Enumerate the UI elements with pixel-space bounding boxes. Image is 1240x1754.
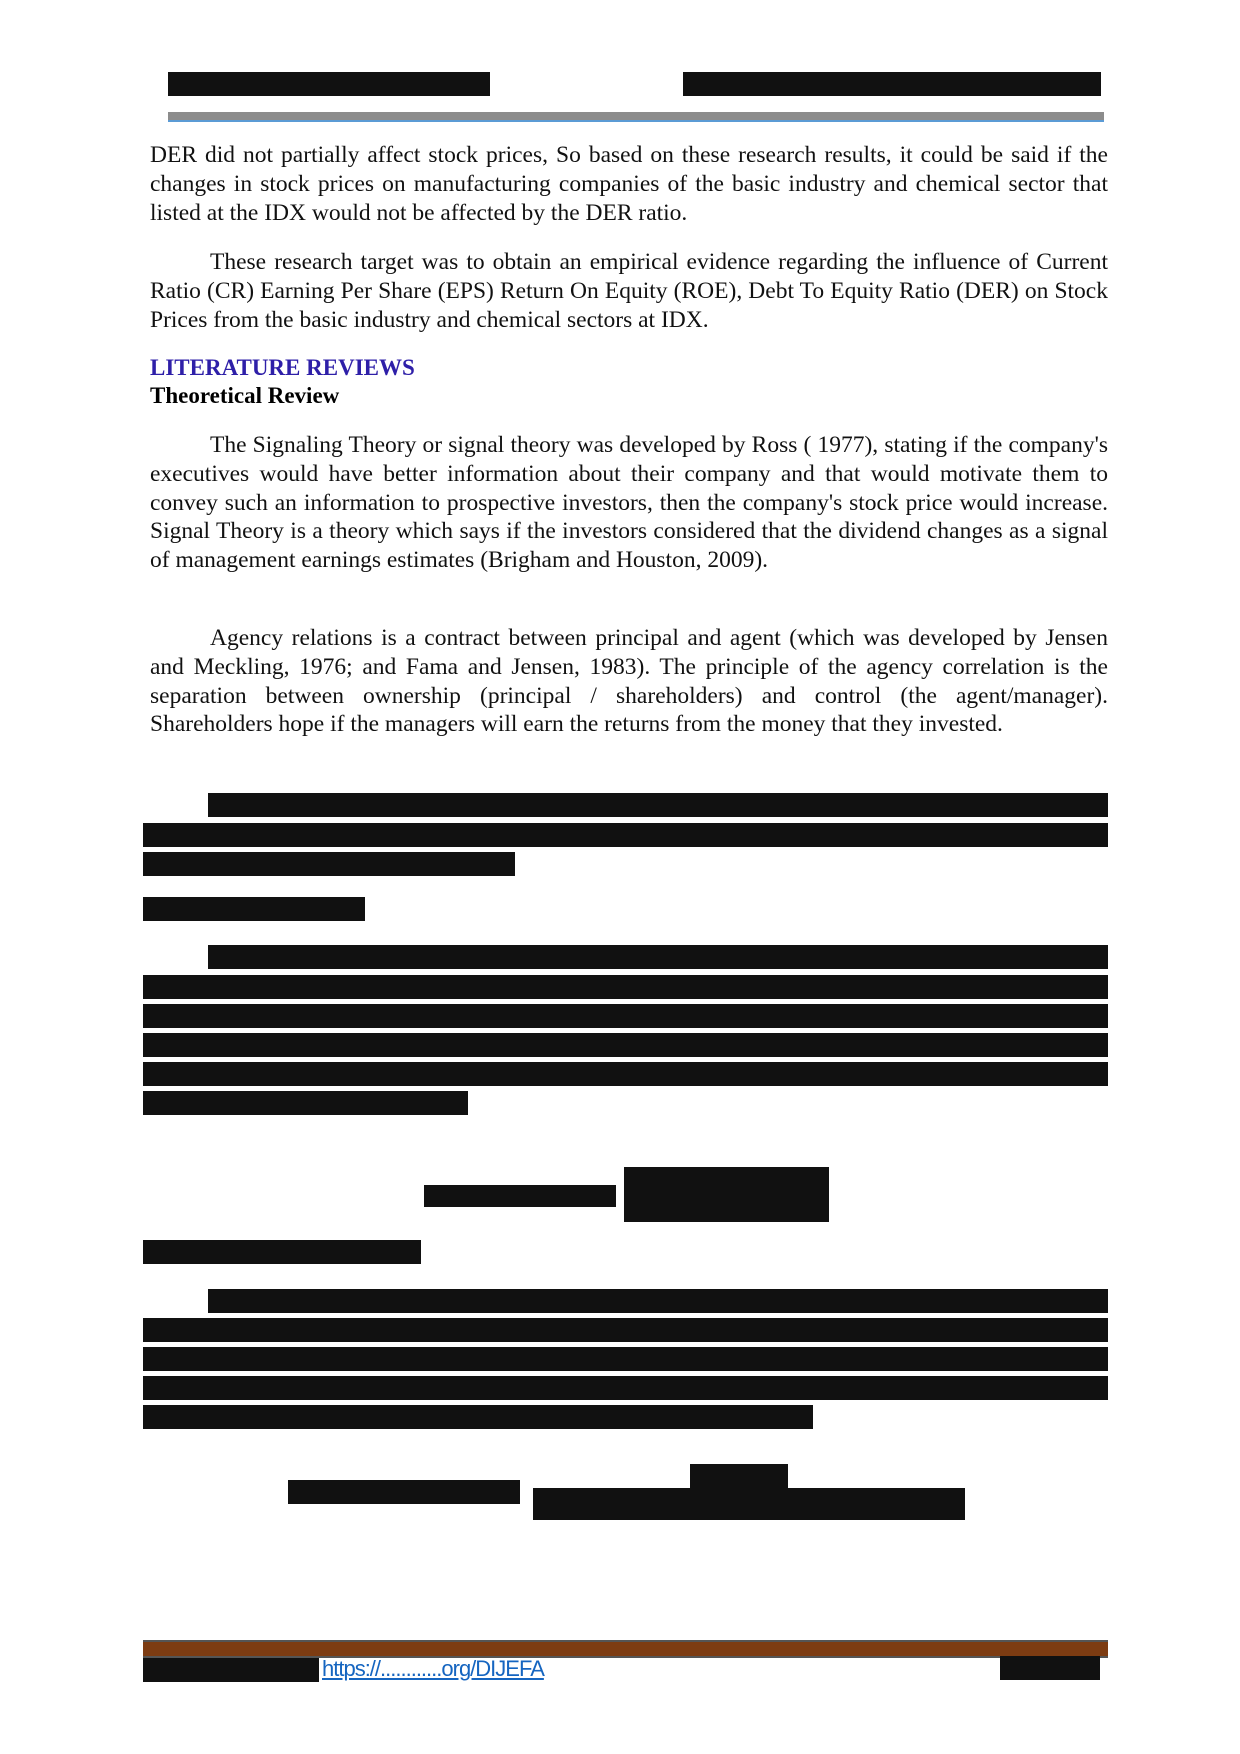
redacted-para-1-line-3: [143, 852, 515, 876]
redacted-formula-2-label: [288, 1480, 520, 1504]
section-heading-literature-reviews: LITERATURE REVIEWS: [150, 355, 415, 380]
redacted-formula-1-denominator: [624, 1192, 829, 1222]
paragraph-der-conclusion: DER did not partially affect stock prices, So based on these research results, it could be said if the changes in stock prices on manufacturing companies of the basic industry and chemical sector that listed at the IDX would not be affected by the DER ratio.: [150, 142, 1108, 226]
redacted-para-3-line-4: [143, 1376, 1108, 1400]
redacted-para-2-line-4: [143, 1033, 1108, 1057]
footer-left-redacted: [143, 1658, 319, 1682]
header-right-redacted: [683, 72, 1101, 96]
redacted-para-3-line-2: [143, 1318, 1108, 1342]
redacted-para-2-line-1: [208, 945, 1108, 969]
header-left-redacted: [168, 72, 490, 96]
redacted-para-2-line-5: [143, 1062, 1108, 1086]
footer-rule: [143, 1640, 1108, 1658]
redacted-para-3-line-5: [143, 1405, 813, 1429]
redacted-formula-2-numerator: [690, 1464, 788, 1488]
redacted-para-2-line-6: [143, 1091, 468, 1115]
redacted-formula-2-denominator: [533, 1488, 965, 1520]
subsection-heading-theoretical-review: Theoretical Review: [150, 383, 340, 408]
redacted-subheading-2: [143, 1240, 421, 1264]
redacted-para-3-line-1: [208, 1289, 1108, 1313]
redacted-formula-1-label: [424, 1185, 616, 1207]
redacted-subheading-1: [143, 897, 365, 921]
redacted-para-1-line-1: [208, 793, 1108, 817]
paragraph-research-target: These research target was to obtain an empirical evidence regarding the influence of Current Ratio (CR) Earning Per Share (EPS) Return On Equity (ROE), Debt To Equity Ratio (DER) on Stock Prices from the basic industry and chemical sectors at IDX.: [150, 249, 1108, 333]
page-number-redacted: [1000, 1656, 1100, 1680]
paragraph-signaling-theory: The Signaling Theory or signal theory was developed by Ross ( 1977), stating if the company's executives would have better information about their company and that would motivate them to convey such an information to prospective investors, then the company's stock price would increase. Signal Theory is a theory which says if the investors considered that the dividend changes as a signal of management earnings estimates (Brigham and Houston, 2009).: [150, 432, 1108, 574]
redacted-formula-1-numerator: [624, 1167, 829, 1195]
journal-url-link[interactable]: https://............org/DIJEFA: [322, 1656, 544, 1681]
redacted-para-2-line-2: [143, 975, 1108, 999]
redacted-para-1-line-2: [143, 823, 1108, 847]
header-rule: [168, 112, 1104, 122]
redacted-para-2-line-3: [143, 1004, 1108, 1028]
paragraph-agency-theory: Agency relations is a contract between principal and agent (which was developed by Jensen and Meckling, 1976; and Fama and Jensen, 1983). The principle of the agency correlation is the separation between ownership (principal / shareholders) and control (the agent/manager). Shareholders hope if the managers will earn the returns from the money that they invested.: [150, 625, 1108, 738]
redacted-para-3-line-3: [143, 1347, 1108, 1371]
